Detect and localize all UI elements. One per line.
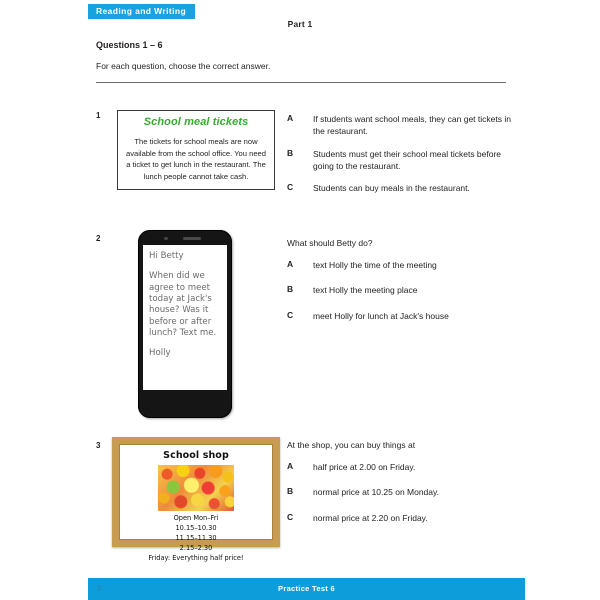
option-letter: A <box>287 461 294 471</box>
option-text: normal price at 2.20 on Friday. <box>313 512 428 523</box>
footer-bar <box>88 578 525 600</box>
question-number-2: 2 <box>96 234 101 243</box>
speaker-icon <box>183 237 201 240</box>
options-q3 <box>287 440 517 534</box>
option-row[interactable] <box>287 486 517 498</box>
message-line: Hi Betty <box>149 251 184 261</box>
option-letter: C <box>287 511 294 522</box>
poster-line: Friday: Everything half price! <box>148 553 244 562</box>
option-text: Students can buy meals in the restaurant. <box>313 183 470 194</box>
camera-icon <box>164 237 168 241</box>
poster-frame-q3 <box>112 437 280 562</box>
poster-opening-times <box>120 514 272 563</box>
question-stem-q3: At the shop, you can buy things at <box>287 440 416 450</box>
poster-line: Open Mon–Fri <box>173 514 219 522</box>
option-letter: B <box>287 147 294 158</box>
option-row[interactable] <box>287 284 517 296</box>
option-letter: A <box>287 113 294 123</box>
option-row[interactable] <box>287 512 517 524</box>
option-text: normal price at 10.25 on Monday. <box>313 487 439 498</box>
option-row[interactable] <box>287 113 517 138</box>
message-line: When did we agree to meet today at Jack's house? Was it before or after lunch? Text me. <box>149 271 217 339</box>
option-text: half price at 2.00 on Friday. <box>313 462 416 472</box>
option-letter: C <box>287 309 294 320</box>
poster-line: 10.15–10.30 <box>175 523 217 532</box>
option-text: text Holly the meeting place <box>313 285 418 296</box>
option-row[interactable] <box>287 148 517 173</box>
option-row[interactable] <box>287 259 517 271</box>
poster-line: 2.15–2.30 <box>179 543 213 552</box>
notice-title: School meal tickets <box>143 116 249 128</box>
option-letter: C <box>287 182 294 193</box>
notice-body: The tickets for school meals are now available from the school office. You need a ticket to get lunch in the restaurant. The lunch people cannot take cash. <box>125 137 267 181</box>
option-letter: B <box>287 486 294 497</box>
questions-heading: Questions 1 – 6 <box>96 40 163 50</box>
question-number-1: 1 <box>96 111 101 120</box>
sweets-image <box>158 465 234 511</box>
question-stem-q2: What should Betty do? <box>287 238 373 248</box>
subject-badge: Reading and Writing <box>88 4 195 19</box>
option-row[interactable] <box>287 182 517 194</box>
options-q1 <box>287 113 517 205</box>
option-letter: B <box>287 284 294 295</box>
message-line: Holly <box>149 348 171 359</box>
phone-stimulus-q2 <box>138 230 232 418</box>
option-text: text Holly the time of the meeting <box>313 260 437 270</box>
instruction-text: For each question, choose the correct answer. <box>96 61 271 71</box>
question-number-3: 3 <box>96 441 101 450</box>
footer-title: Practice Test 6 <box>278 584 335 593</box>
option-row[interactable] <box>287 310 517 322</box>
phone-screen <box>143 245 227 390</box>
option-text: If students want school meals, they can get tickets in the restaurant. <box>313 114 511 137</box>
option-text: Students must get their school meal tickets before going to the restaurant. <box>313 148 502 171</box>
poster-title: School shop <box>163 450 229 461</box>
footer-page-number: 8 <box>97 584 102 593</box>
part-title: Part 1 <box>287 19 313 29</box>
poster-stimulus-q3 <box>119 444 273 562</box>
option-letter: A <box>287 259 294 269</box>
header-divider <box>96 82 506 83</box>
notice-stimulus-q1 <box>117 110 275 190</box>
option-row[interactable] <box>287 461 517 473</box>
options-q2 <box>287 238 517 332</box>
poster-line: 11.15–11.30 <box>175 533 217 542</box>
option-text: meet Holly for lunch at Jack's house <box>313 310 449 321</box>
